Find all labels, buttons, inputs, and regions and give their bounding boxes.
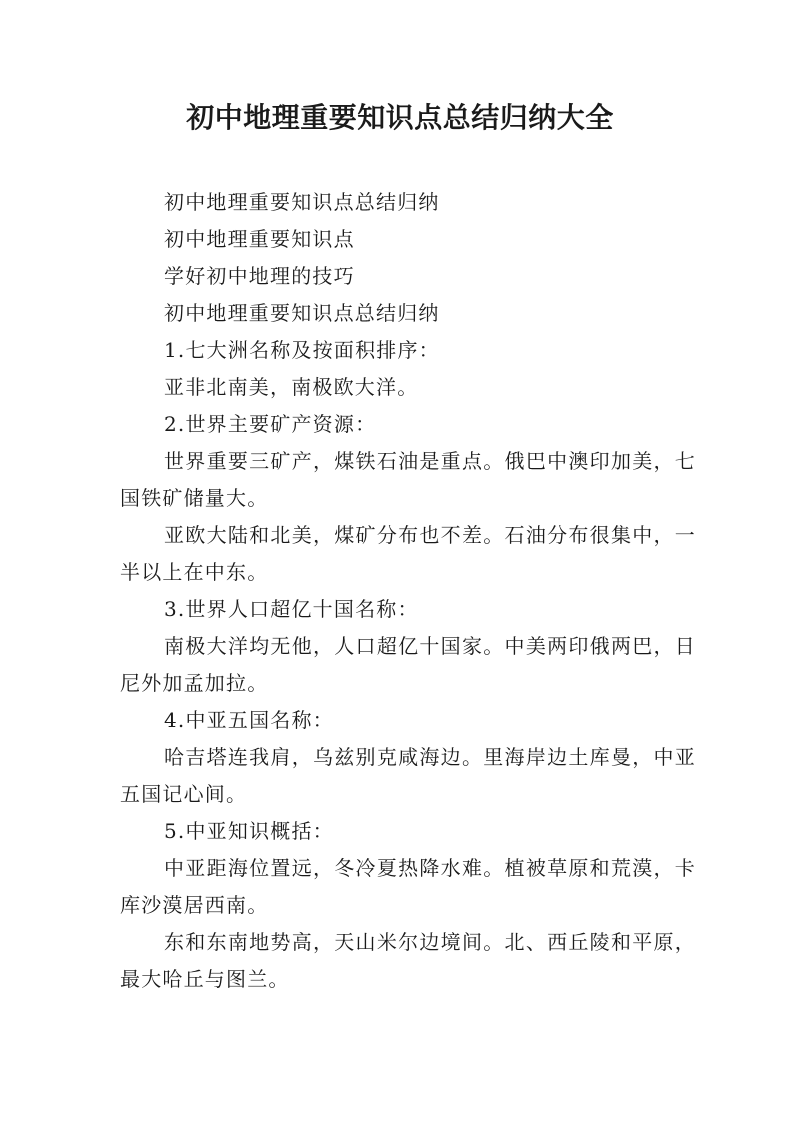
paragraph: 学好初中地理的技巧 [164,264,355,288]
section-heading: 5.中亚知识概括： [164,819,334,843]
paragraph: 亚非北南美，南极欧大洋。 [164,375,419,399]
paragraph: 哈吉塔连我肩，乌兹别克咸海边。里海岸边土库曼，中亚五国记心间。 [120,745,696,806]
section-heading: 1.七大洲名称及按面积排序： [164,338,440,362]
paragraph: 南极大洋均无他，人口超亿十国家。中美两印俄两巴，日尼外加孟加拉。 [120,634,696,695]
paragraph: 初中地理重要知识点总结归纳 [164,190,440,214]
section-heading: 2.世界主要矿产资源： [164,412,377,436]
section-heading: 3.世界人口超亿十国名称： [164,597,419,621]
section-heading: 4.中亚五国名称： [164,708,334,732]
document-title: 初中地理重要知识点总结归纳大全 [186,101,614,134]
paragraph: 初中地理重要知识点总结归纳 [164,301,440,325]
document-body [120,184,696,998]
paragraph: 东和东南地势高，天山米尔边境间。北、西丘陵和平原，最大哈丘与图兰。 [120,930,696,991]
paragraph: 世界重要三矿产，煤铁石油是重点。俄巴中澳印加美，七国铁矿储量大。 [120,449,696,510]
paragraph: 初中地理重要知识点 [164,227,355,251]
paragraph: 亚欧大陆和北美，煤矿分布也不差。石油分布很集中，一半以上在中东。 [120,523,696,584]
paragraph: 中亚距海位置远，冬冷夏热降水难。植被草原和荒漠，卡库沙漠居西南。 [120,856,696,917]
